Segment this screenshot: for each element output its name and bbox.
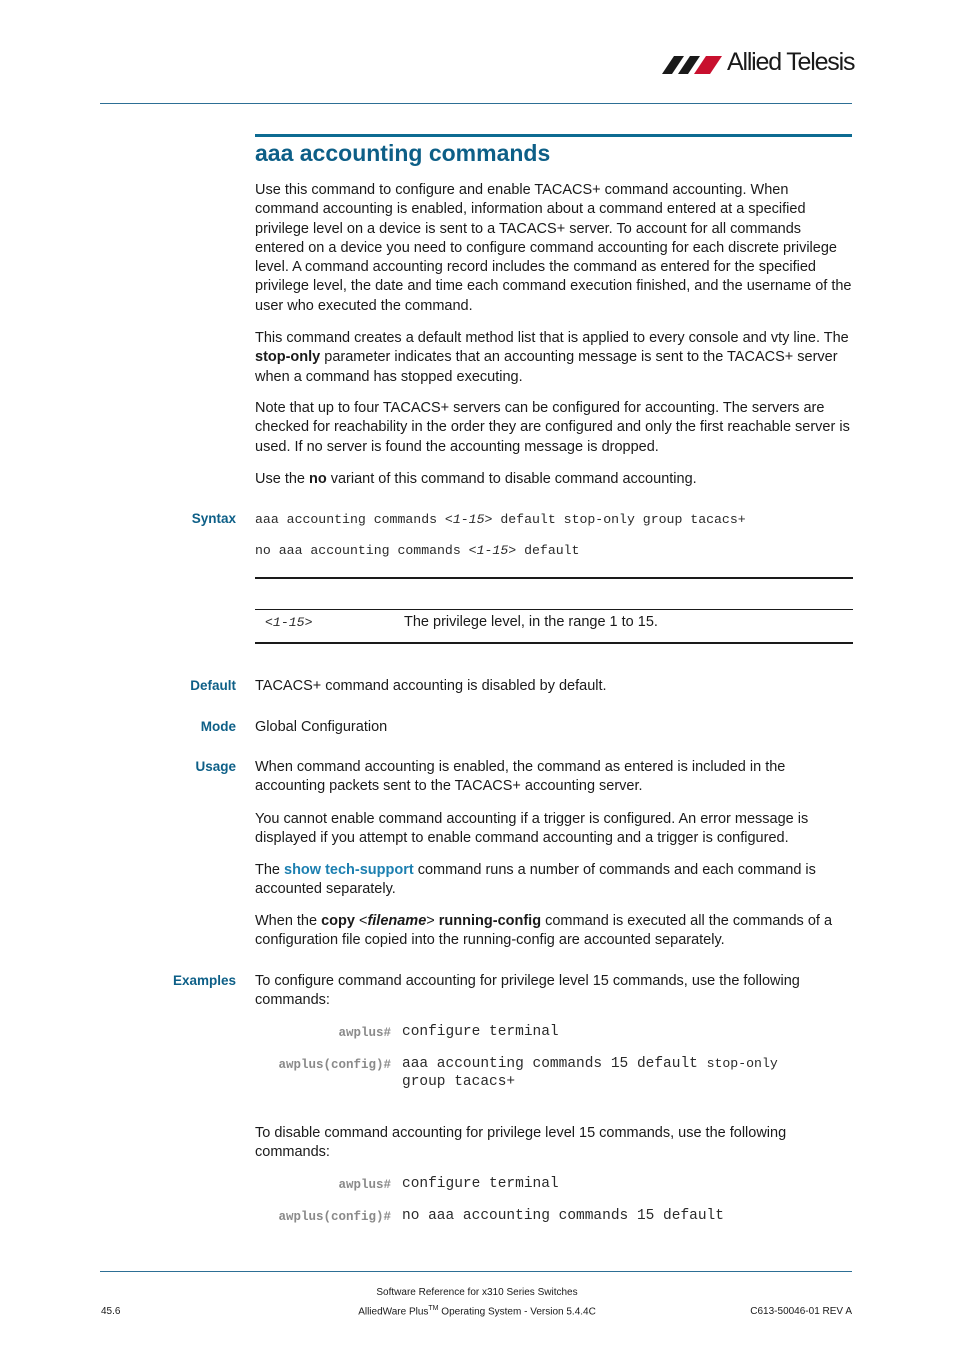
stop-only-keyword: stop-only: [255, 349, 321, 366]
intro-paragraph-2: This command creates a default method list that is applied to every console and vty line. The stop-only parameter indicates that an accounting message is sent to the TACACS+ server when a command has stopped executing.: [255, 330, 849, 385]
syntax-line-1: aaa accounting commands <1-15> default stop-only group tacacs+: [255, 512, 746, 527]
page-title: aaa accounting commands: [255, 140, 551, 166]
title-bar: [255, 134, 852, 137]
usage-paragraph-1: When command accounting is enabled, the command as entered is included in the accounting packets sent to the TACACS+ accounting server.: [255, 759, 786, 795]
table-top-rule: [255, 577, 853, 579]
document-id: C613-50046-01 REV A: [750, 1306, 852, 1317]
intro-paragraph-3: Note that up to four TACACS+ servers can be configured for accounting. The servers are checked for reachability in the order they are configured and only the first reachable server is used. If no server is found the accounting message is dropped.: [255, 400, 850, 455]
example-prompt: awplus#: [338, 1178, 391, 1192]
page-number: 45.6: [101, 1306, 121, 1317]
no-keyword: no: [309, 471, 327, 487]
usage-label: Usage: [195, 759, 236, 774]
example-command: configure terminal: [402, 1176, 559, 1192]
default-label: Default: [190, 678, 236, 693]
header-rule: [100, 103, 852, 104]
example-command: aaa accounting commands 15 default stop-only: [402, 1056, 778, 1072]
usage-paragraph-4: When the copy <filename> running-config command is executed all the commands of a configuration file copied into the running-config are accounted separately.: [255, 913, 833, 949]
example-command: no aaa accounting commands 15 default: [402, 1208, 724, 1224]
syntax-label: Syntax: [191, 511, 236, 526]
example-prompt: awplus(config)#: [278, 1210, 391, 1224]
mode-text: Global Configuration: [255, 719, 388, 735]
mode-label: Mode: [200, 719, 236, 734]
usage-paragraph-2: You cannot enable command accounting if a trigger is configured. An error message is displayed if you attempt to enable command accounting and a trigger is configured.: [255, 811, 809, 847]
example-prompt: awplus(config)#: [278, 1058, 391, 1072]
footer-title: Software Reference for x310 Series Switches: [376, 1287, 578, 1298]
table-header-rule: [255, 609, 853, 610]
footer-rule: [100, 1271, 852, 1272]
examples-intro-1: To configure command accounting for privilege level 15 commands, use the following commands:: [255, 973, 800, 1009]
syntax-line-2: no aaa accounting commands <1-15> default: [255, 543, 580, 558]
intro-paragraph-4: Use the no variant of this command to disable command accounting.: [255, 471, 697, 487]
intro-paragraph-1: Use this command to configure and enable TACACS+ command accounting. When command accounting is enabled, information about a command entered at a specified privilege level on a device is sent to a TACACS+ server. To account for all commands entered on a device you need to configure command accounting for each discrete privilege level. A command accounting record includes the command as entered for the specified privilege level, the date and time each command execution finished, and the username of the user who executed the command.: [255, 182, 852, 314]
example-command-continuation: group tacacs+: [402, 1074, 516, 1090]
examples-label: Examples: [172, 973, 236, 988]
usage-paragraph-3: The show tech-support command runs a number of commands and each command is accounted separately.: [255, 862, 816, 898]
show-tech-support-link[interactable]: show tech-support: [284, 862, 414, 878]
param-name: <1-15>: [265, 615, 313, 630]
example-command: configure terminal: [402, 1024, 559, 1040]
example-prompt: awplus#: [338, 1026, 391, 1040]
param-description: The privilege level, in the range 1 to 15.: [404, 614, 658, 630]
footer-version: AlliedWare Plus™ Operating System - Version 5.4.4C: [358, 1305, 596, 1318]
examples-intro-2: To disable command accounting for privilege level 15 commands, use the following commands:: [255, 1125, 787, 1161]
table-bottom-rule: [255, 642, 853, 644]
logo-text: Allied Telesis: [727, 48, 855, 76]
default-text: TACACS+ command accounting is disabled by default.: [255, 678, 607, 694]
